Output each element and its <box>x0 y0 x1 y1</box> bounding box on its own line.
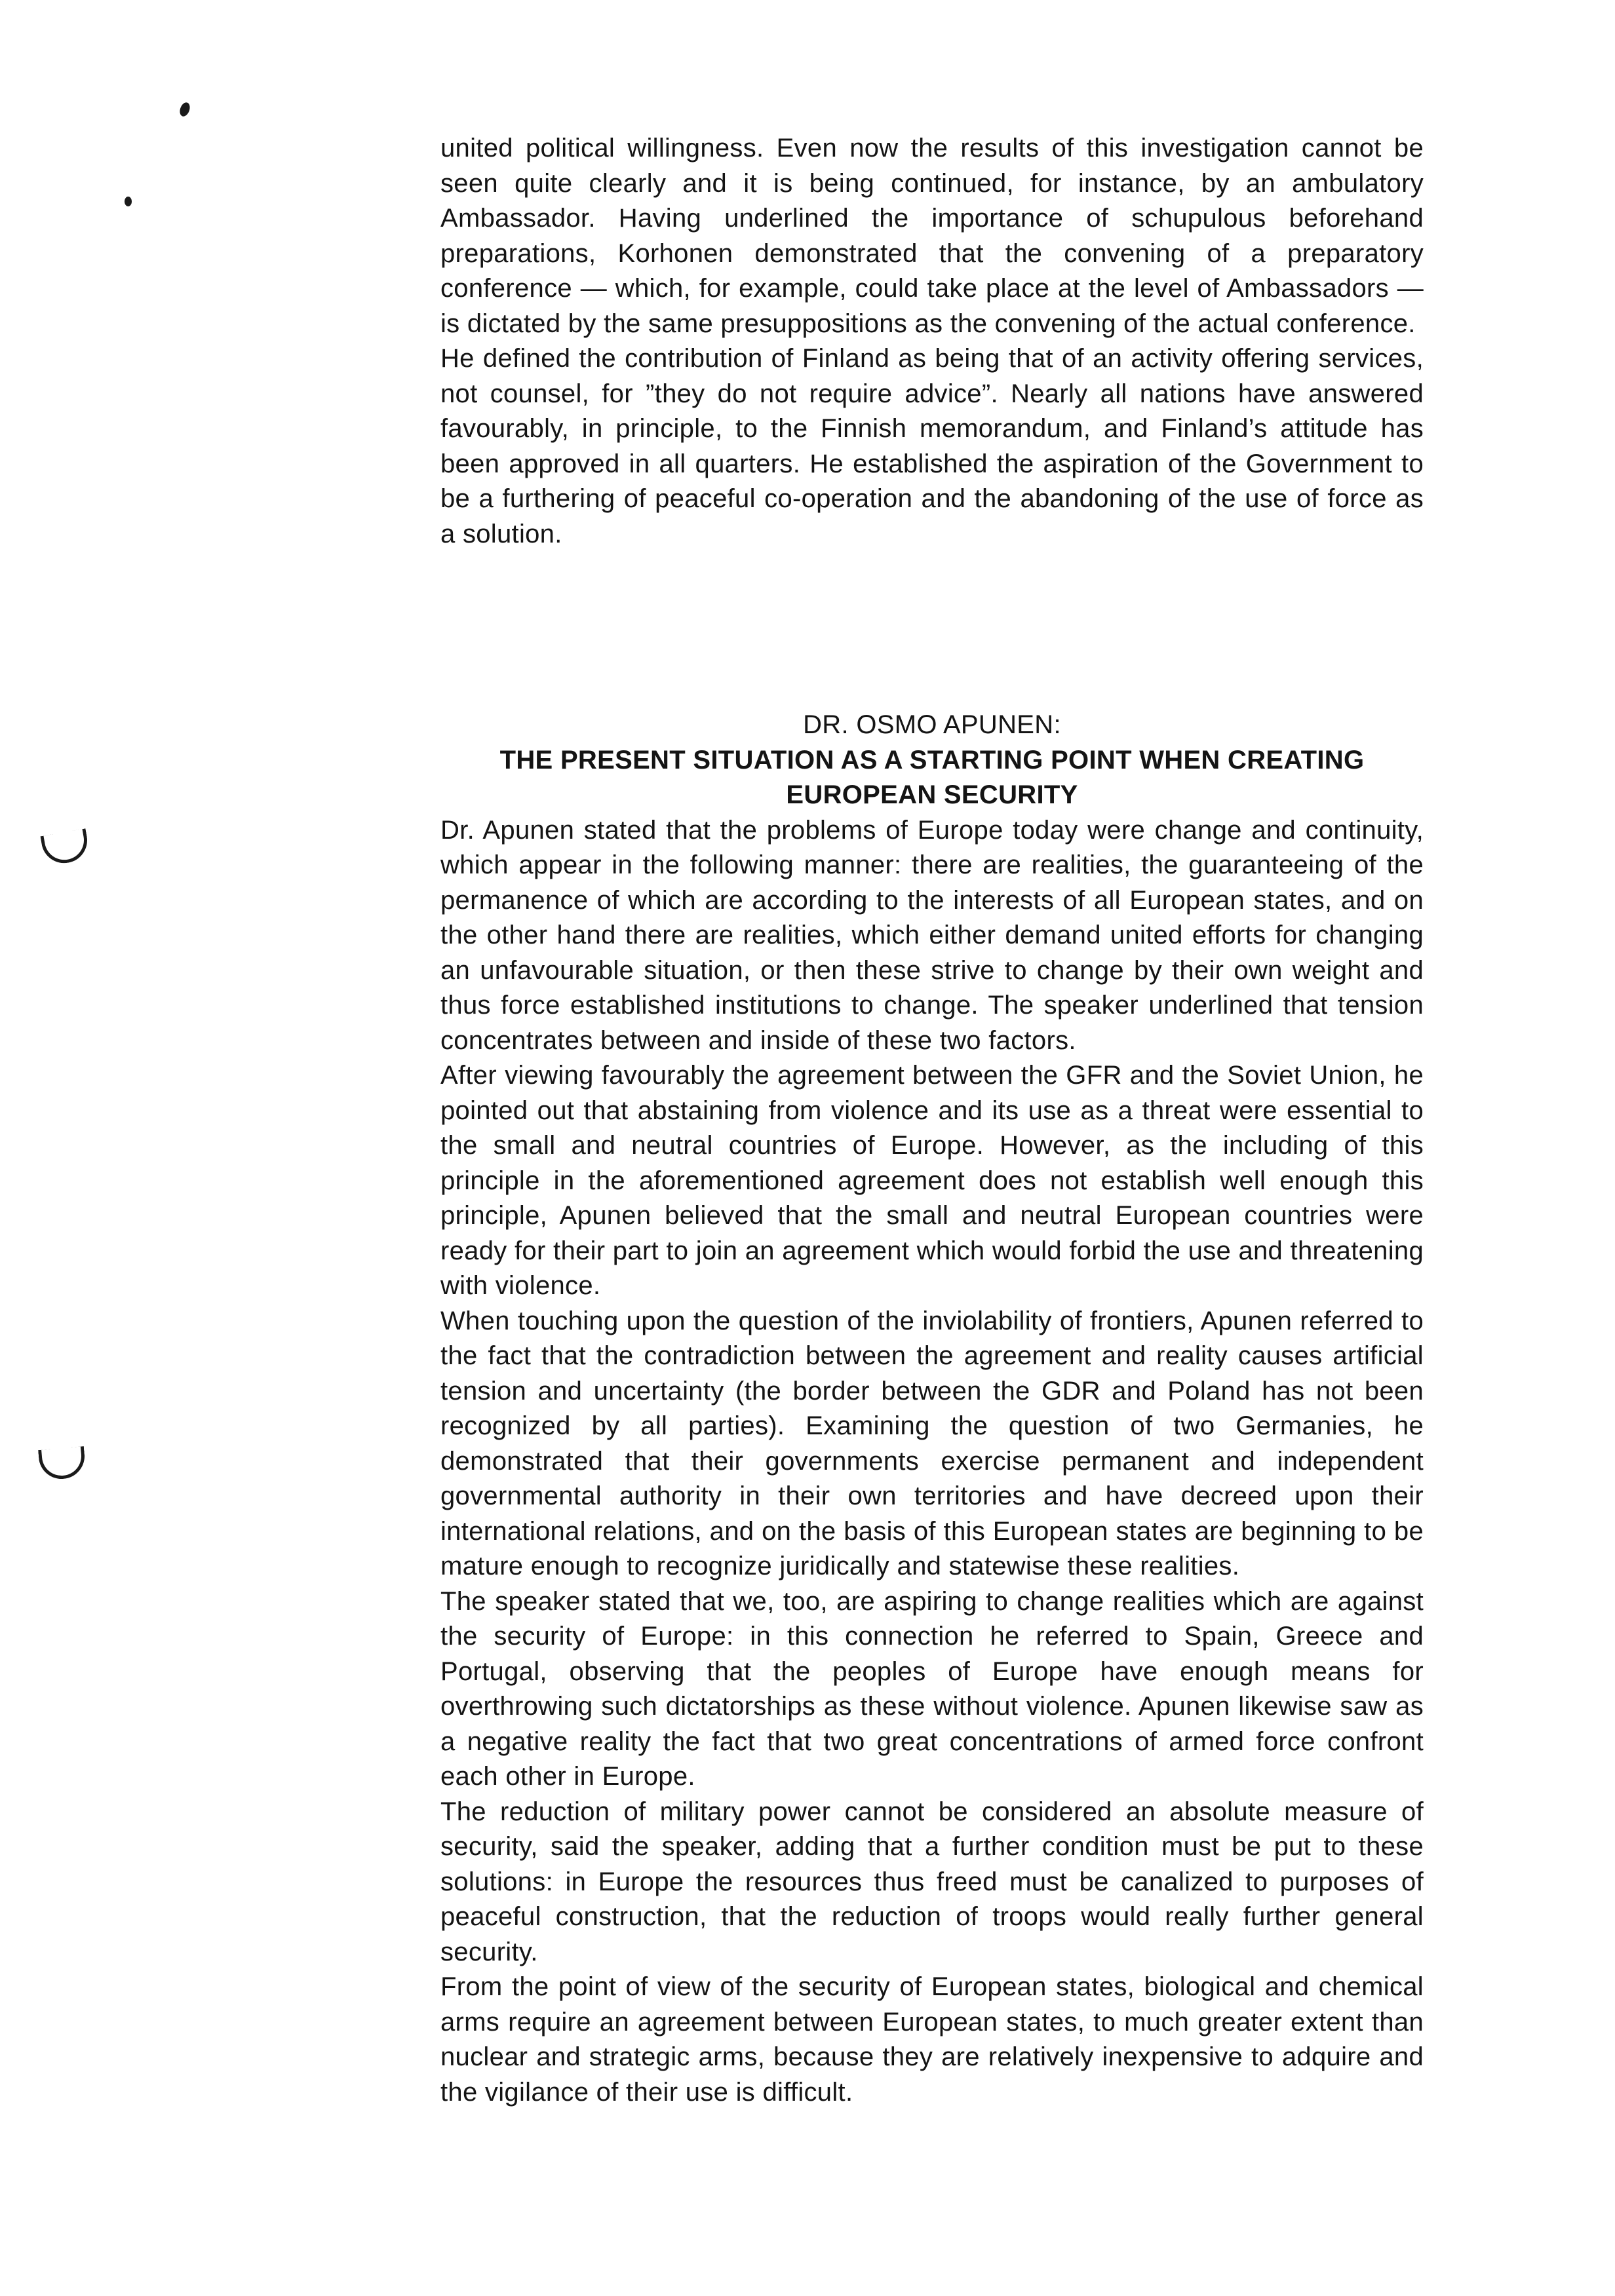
ink-dot-mark <box>178 101 192 117</box>
binder-hole-mark <box>38 1446 87 1481</box>
ink-dot-mark <box>125 197 132 206</box>
article-paragraph: The reduction of military power cannot be considered an absolute measure of security, said the speaker, adding that a further condition must be put to these solutions: in Europe the resources thus freed must be canalized to purposes of peaceful construction, that the reduction of troops would really further general security. <box>440 1797 1424 1966</box>
intro-paragraph: united political willingness. Even now the results of this investigation cannot be seen quite clearly and it is being continued, for instance, by an ambulatory Ambassador. Having underlined the importance of schupulous beforehand preparations, Korhonen demonstrated that the convening of a preparatory conference — which, for example, could take place at the level of Ambassadors — is dictated by the same presuppositions as the convening of the actual conference. <box>440 134 1424 338</box>
article-text-column <box>440 708 1424 2110</box>
article-paragraph: The speaker stated that we, too, are aspiring to change realities which are against the security of Europe: in this connection he referred to Spain, Greece and Portugal, observing that the peoples of Europe have enough means for overthrowing such dictatorships as these without violence. Apunen likewise saw as a negative reality the fact that two great concentrations of armed force confront each other in Europe. <box>440 1586 1424 1791</box>
article-paragraph: Dr. Apunen stated that the problems of Europe today were change and continuity, which appear in the following manner: there are realities, the guaranteeing of the permanence of which are according to the interests of all European states, and on the other hand there are realities, which either demand united efforts for changing an unfavourable situation, or then these strive to change by their own weight and thus force established institutions to change. The speaker underlined that tension concentrates between and inside of these two factors. <box>440 815 1424 1055</box>
article-paragraph: When touching upon the question of the inviolability of frontiers, Apunen referred to the fact that the contradiction between the agreement and reality causes artificial tension and uncertainty (the border between the GDR and Poland has not been recognized by all parties). Examining the question of two Germanies, he demonstrated that their governments exercise permanent and independent governmental authority in their own territories and have decreed upon their international relations, and on the basis of this European states are beginning to be mature enough to recognize juridically and statewise these realities. <box>440 1306 1424 1580</box>
article-paragraph: After viewing favourably the agreement between the GFR and the Soviet Union, he pointed out that abstaining from violence and its use as a threat were essential to the small and neutral countries of Europe. However, as the including of this principle in the aforementioned agreement does not establish well enough this principle, Apunen believed that the small and neutral European countries were ready for their part to join an agreement which would forbid the use and threatening with violence. <box>440 1061 1424 1300</box>
article-paragraph: From the point of view of the security of European states, biological and chemical arms require an agreement between European states, to much greater extent than nuclear and strategic arms, because they are relatively inexpensive to adquire and the vigilance of their use is difficult. <box>440 1972 1424 2107</box>
article-title: THE PRESENT SITUATION AS A STARTING POINT WHEN CREATING EUROPEAN SECURITY <box>499 745 1365 809</box>
intro-text-column <box>440 131 1424 552</box>
binder-hole-mark <box>40 828 90 866</box>
intro-paragraph: He defined the contribution of Finland as being that of an activity offering services, not counsel, for ”they do not require advice”. Nearly all nations have answered favourably, in principle, to the Finnish memorandum, and Finland’s attitude has been approved in all quarters. He established the aspiration of the Government to be a furthering of peaceful co-operation and the abandoning of the use of force as a solution. <box>440 344 1424 548</box>
speaker-heading: DR. OSMO APUNEN: <box>803 710 1061 739</box>
